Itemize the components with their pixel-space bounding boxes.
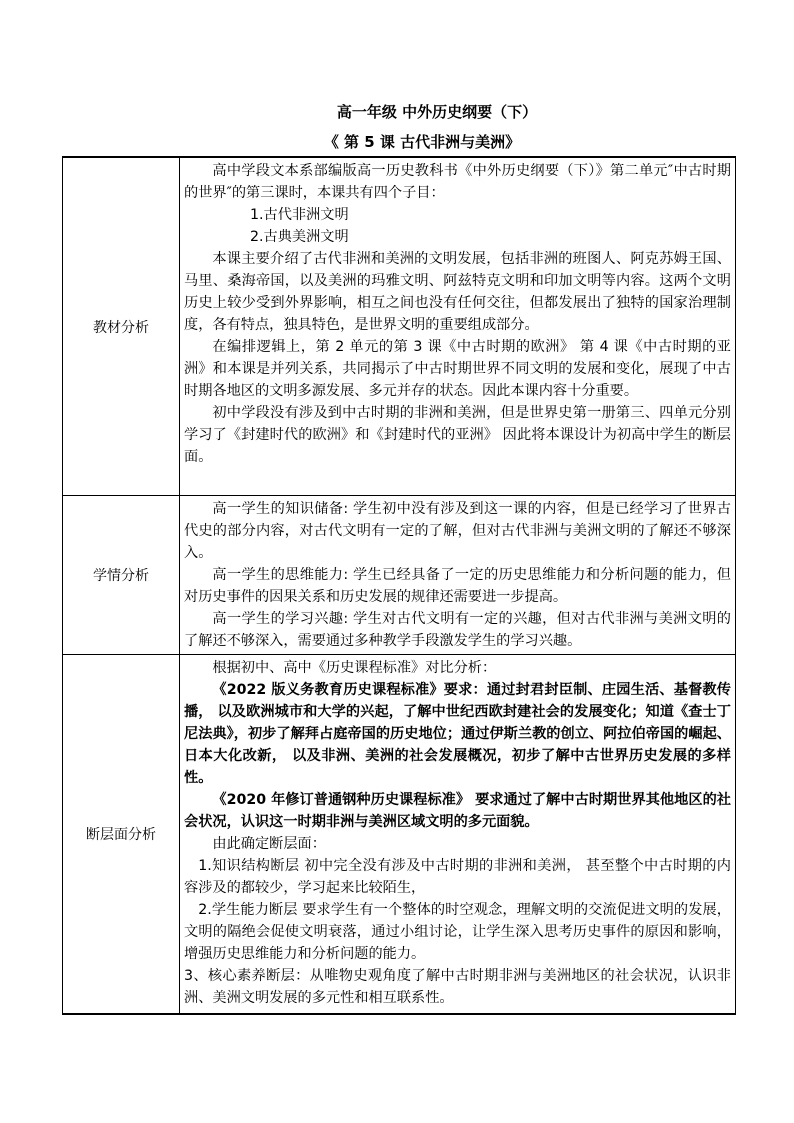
row-label-gap-analysis: 断层面分析 (63, 655, 180, 1015)
paragraph: 高一学生的思维能力: 学生已经具备了一定的历史思维能力和分析问题的能力，但对历史事件的因果关系和历史发展的规律还需要进一步提高。 (184, 567, 731, 605)
paragraph: 3、核心素养断层：从唯物史观角度了解中古时期非洲与美洲地区的社会状况，认识非洲、美洲文明发展的多元性和相互联系性。 (184, 968, 731, 1006)
list-item: 2.古典美洲文明 (250, 229, 349, 245)
paragraph: 本课主要介绍了古代非洲和美洲的文明发展，包括非洲的班图人、阿克苏姆王国、马里、桑海帝国，以及美洲的玛雅文明、阿兹特克文明和印加文明等内容。这两个文明历史上较少受到外界影响，相互之间也没有任何交往，但都发展出了独特的国家治理制度，各有特点，独具特色，是世界文明的重要组成部分。 (184, 251, 731, 333)
row-content-textbook-analysis (180, 157, 736, 496)
page-title: 高一年级 中外历史纲要（下） (336, 103, 538, 121)
paragraph: 初中学段没有涉及到中古时期的非洲和美洲，但是世界史第一册第三、四单元分别学习了《封建时代的欧洲》和《封建时代的亚洲》 因此将本课设计为初高中学生的断层面。 (184, 405, 731, 465)
row-label-textbook-analysis: 教材分析 (63, 157, 180, 496)
paragraph: 2.学生能力断层 要求学生有一个整体的时空观念，理解文明的交流促进文明的发展，文明的隔绝会促使文明衰落，通过小组讨论，让学生深入思考历史事件的原因和影响，增强历史思维能力和分析问题的能力。 (184, 902, 731, 962)
paragraph: 在编排逻辑上，第 2 单元的第 3 课《中古时期的欧洲》 第 4 课《中古时期的亚洲》和本课是并列关系，共同揭示了中古时期世界不同文明的发展和变化，展现了中古时期各地区的文明多源发展、多元并存的状态。因此本课内容十分重要。 (184, 339, 731, 399)
list-item: 1.古代非洲文明 (250, 207, 349, 223)
paragraph: 高一学生的知识储备: 学生初中没有涉及到这一课的内容，但是已经学习了世界古代史的部分内容，对古代文明有一定的了解，但对古代非洲与美洲文明的了解还不够深入。 (184, 501, 731, 561)
row-content-gap-analysis (180, 655, 736, 1015)
analysis-table (62, 156, 736, 1015)
table-row (63, 496, 736, 655)
row-label-learner-analysis: 学情分析 (63, 496, 180, 655)
paragraph: 《2022 版义务教育历史课程标准》要求：通过封君封臣制、庄园生活、基督教传播， 以及欧洲城市和大学的兴起，了解中世纪西欧封建社会的发展变化；知道《查士丁尼法典》，初步了解拜占庭帝国的历史地位；通过伊斯兰教的创立、阿拉伯帝国的崛起、日本大化改新， 以及非洲、美洲的社会发展概况，初步了解中古世界历史发展的多样性。 (184, 682, 731, 786)
table-row (63, 157, 736, 496)
lesson-title: 《 第 5 课 古代非洲与美洲》 (323, 133, 521, 151)
paragraph: 由此确定断层面： (212, 836, 326, 852)
table-row (63, 655, 736, 1015)
row-content-learner-analysis (180, 496, 736, 655)
paragraph: 高一学生的学习兴趣: 学生对古代文明有一定的兴趣，但对古代非洲与美洲文明的了解还不够深入，需要通过多种教学手段激发学生的学习兴趣。 (184, 611, 731, 649)
paragraph: 高中学段文本系部编版高一历史教科书《中外历史纲要（下）》第二单元″中古时期的世界″的第三课时，本课共有四个子目： (184, 163, 731, 201)
paragraph: 根据初中、高中《历史课程标准》对比分析： (212, 660, 497, 676)
paragraph: 《2020 年修订普通钢种历史课程标准》 要求通过了解中古时期世界其他地区的社会状况，认识这一时期非洲与美洲区域文明的多元面貌。 (184, 792, 731, 830)
paragraph: 1.知识结构断层 初中完全没有涉及中古时期的非洲和美洲， 甚至整个中古时期的内容涉及的都较少，学习起来比较陌生， (184, 858, 731, 896)
